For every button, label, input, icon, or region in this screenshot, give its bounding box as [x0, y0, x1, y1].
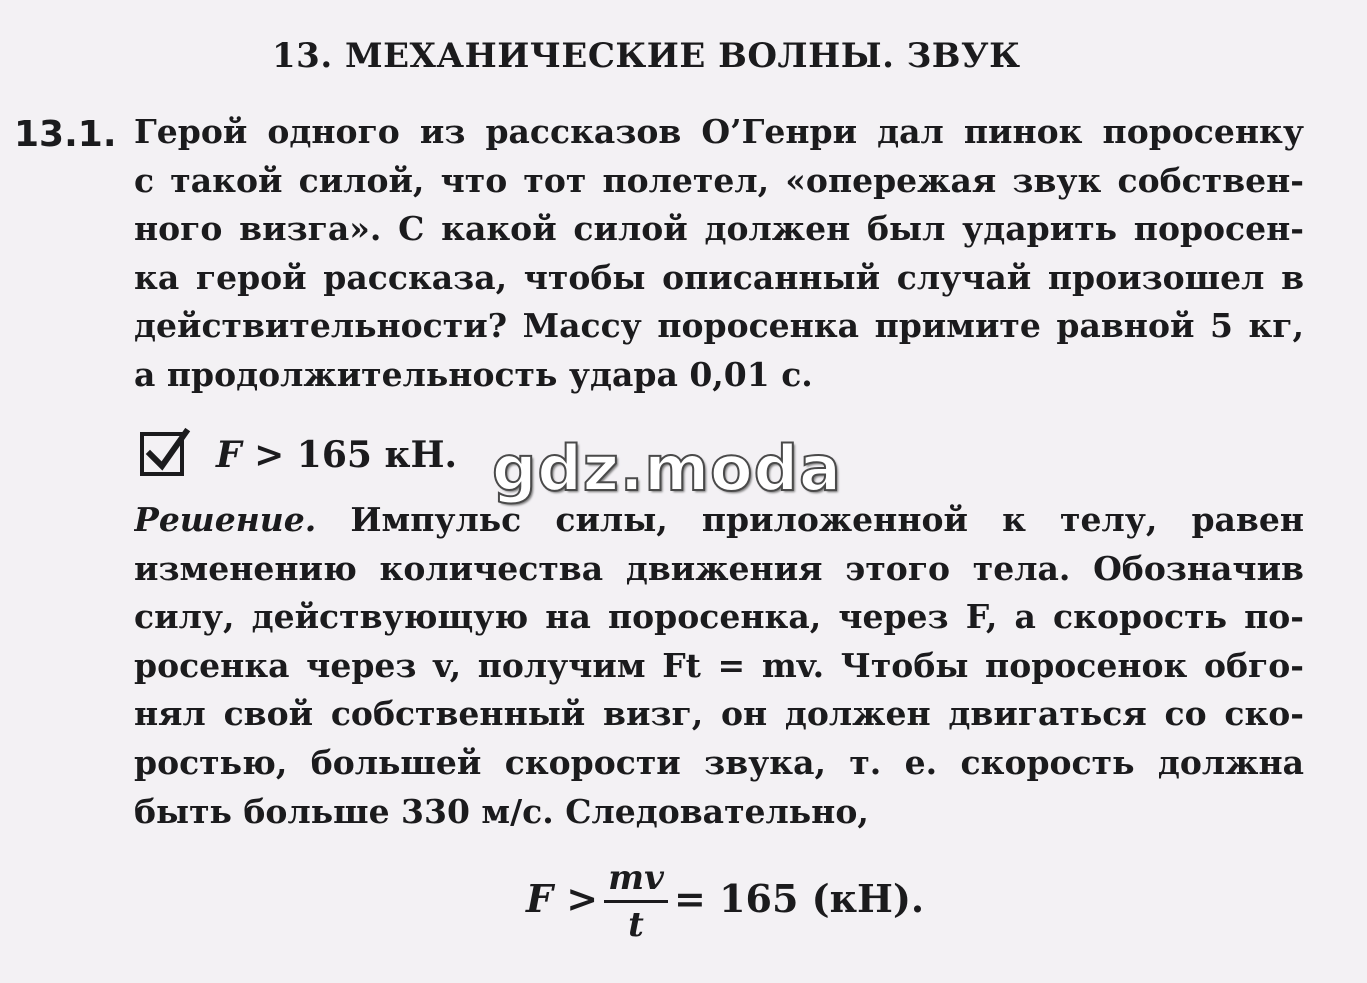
problem-line: ка герой рассказа, чтобы описанный случай произошел в: [134, 257, 1304, 297]
formula-fraction: [604, 858, 668, 945]
problem-line: ного визга». С какой силой должен был ударить поросен-: [134, 209, 1304, 249]
problem-number: 13.1.: [14, 114, 117, 155]
solution-line: быть больше 330 м/с. Следовательно,: [134, 791, 869, 831]
solution-line: ростью, большей скорости звука, т. е. скорость должна: [134, 742, 1304, 782]
solution-label: Решение.: [134, 500, 317, 539]
problem-line: с такой силой, что тот полетел, «опережая звук собствен-: [134, 160, 1304, 200]
formula-numerator: mv: [608, 858, 664, 898]
problem-line: а продолжительность удара 0,01 с.: [134, 354, 813, 394]
solution-line: [134, 496, 1304, 545]
formula-lhs: F >: [526, 876, 599, 921]
solution-line: росенка через v, получим Ft = mv. Чтобы поросенок обго-: [134, 645, 1304, 685]
watermark: gdz.moda: [492, 432, 842, 505]
solution-line: нял свой собственный визг, он должен двигаться со ско-: [134, 694, 1304, 734]
fraction-bar: [604, 900, 668, 903]
solution-line-text: Импульс силы, приложенной к телу, равен: [316, 500, 1304, 539]
solution-line: изменению количества движения этого тела. Обозначив: [134, 548, 1304, 588]
solution-line: силу, действующую на поросенка, через F, а скорость по-: [134, 597, 1304, 637]
checkbox-checked-icon: [140, 432, 184, 476]
answer-value: > 165 кН.: [241, 434, 458, 476]
section-title: 13. МЕХАНИЧЕСКИЕ ВОЛНЫ. ЗВУК: [272, 36, 1021, 76]
formula-rhs: = 165 (кН).: [674, 876, 925, 921]
formula-denominator: t: [628, 905, 644, 945]
problem-text: [134, 108, 1304, 400]
problem-line: действительности? Массу поросенка примите равной 5 кг,: [134, 306, 1304, 346]
answer-text: [216, 434, 457, 476]
solution-text: [134, 496, 1304, 836]
problem-line: Герой одного из рассказов О’Генри дал пинок поросенку: [134, 112, 1304, 151]
answer-variable: F: [216, 434, 242, 476]
